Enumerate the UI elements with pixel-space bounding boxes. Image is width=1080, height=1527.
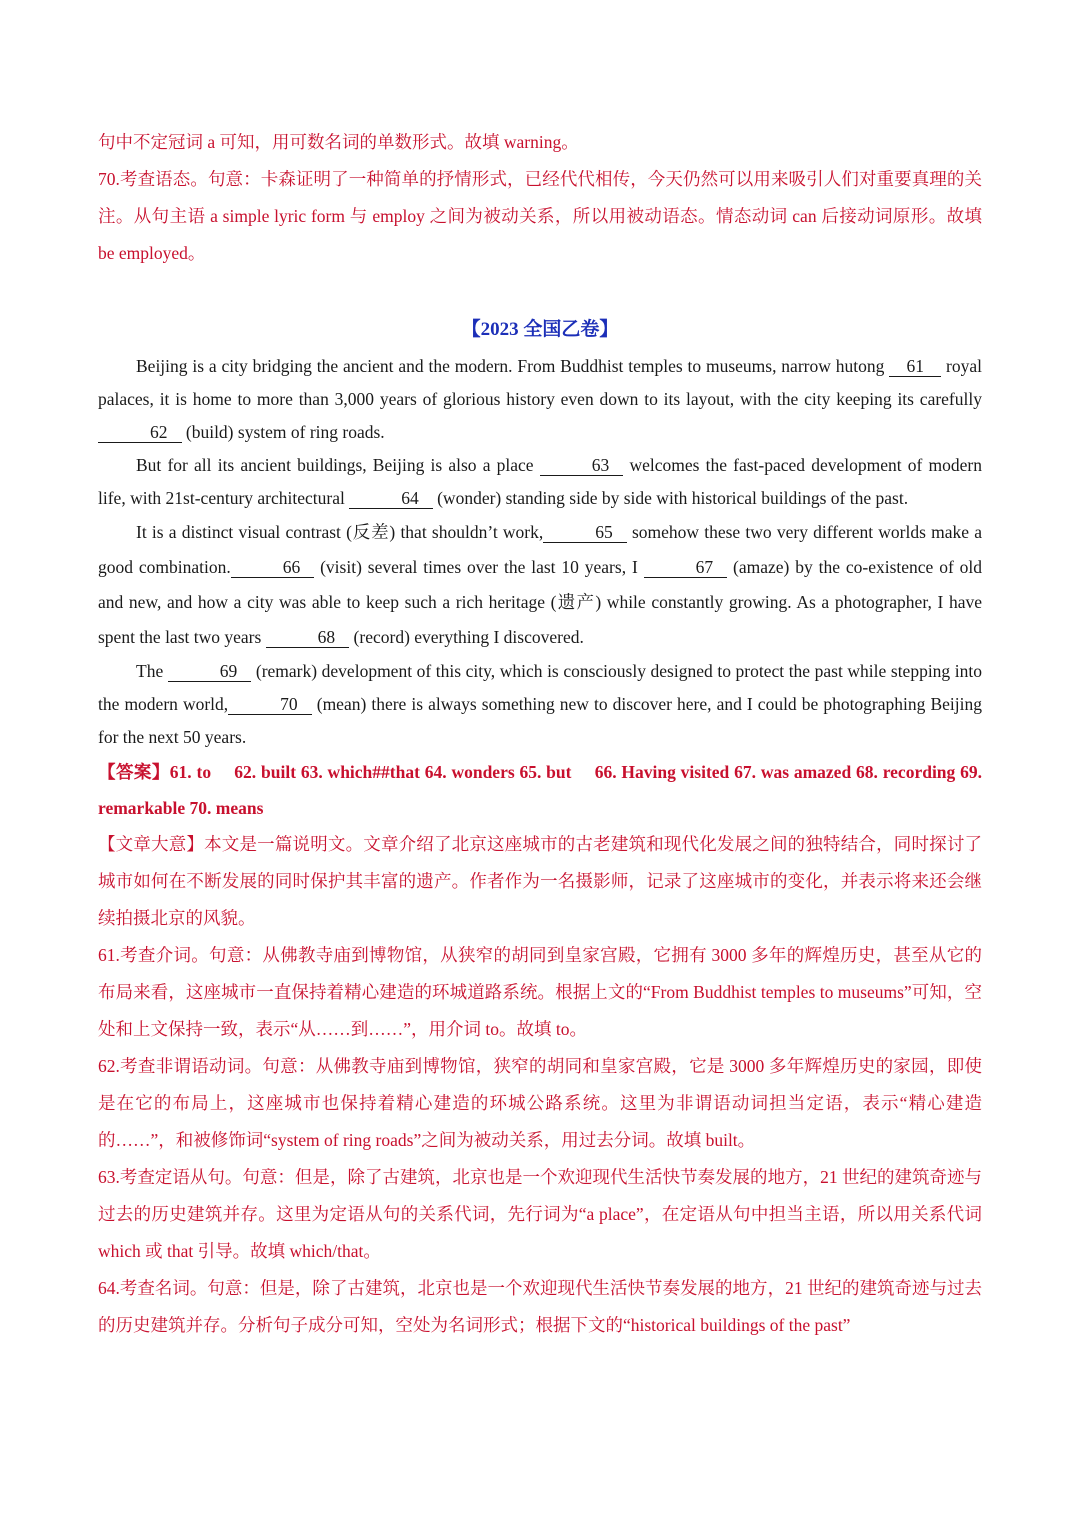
document-page (98, 124, 982, 1344)
blank-64: 64 (349, 488, 433, 509)
passage-text: It is a distinct visual contrast (反差) that shouldn’t work, (136, 522, 544, 542)
blank-69: 69 (168, 661, 252, 682)
explanations (98, 937, 982, 1344)
passage-paragraph-2 (98, 449, 982, 515)
passage-paragraph-4 (98, 655, 982, 754)
passage-text: (visit) several times over the last 10 years, I (314, 557, 644, 577)
explanation-69-tail: 句中不定冠词 a 可知，用可数名词的单数形式。故填 warning。 (98, 132, 579, 152)
blank-67: 67 (644, 557, 728, 578)
passage-text: somehow these two very different worlds make a good combination. (98, 522, 983, 577)
passage-text: (record) everything I discovered. (349, 627, 584, 647)
article-summary: 【文章大意】本文是一篇说明文。文章介绍了北京这座城市的古老建筑和现代化发展之间的独特结合，同时探讨了城市如何在不断发展的同时保护其丰富的遗产。作者作为一名摄影师，记录了这座城市的变化，并表示将来还会继续拍摄北京的风貌。 (98, 834, 982, 928)
explanation-63: 63.考查定语从句。句意：但是，除了古建筑，北京也是一个欢迎现代生活快节奏发展的地方，21 世纪的建筑奇迹与过去的历史建筑并存。这里为定语从句的关系代词，先行词为“a place”，在定语从句中担当主语，所以用关系代词 which 或 that 引导。故填 which/that。 (98, 1167, 982, 1261)
explanation-62: 62.考查非谓语动词。句意：从佛教寺庙到博物馆，狭窄的胡同和皇家宫殿，它是 3000 多年辉煌历史的家园，即使是在它的布局上，这座城市也保持着精心建造的环城公路系统。这里为非谓语动词担当定语，表示“精心建造的……”，和被修饰词“system of ring roads”之间为被动关系，用过去分词。故填 built。 (98, 1056, 982, 1150)
passage-text: (amaze) by the co-existence of old and new, and how a city was able to keep such a rich heritage (遗产) while constantly growing. As a photographer, I have spent the last two years (98, 557, 983, 647)
passage-text: Beijing is a city bridging the ancient and the modern. From Buddhist temples to museums, narrow hutong (136, 356, 890, 376)
passage-paragraph-3 (98, 515, 982, 655)
blank-68: 68 (266, 627, 350, 648)
section-heading (98, 312, 982, 348)
passage-text: welcomes the fast-paced development of modern life, with 21st-century architectural (98, 455, 982, 508)
passage-text: The (136, 661, 168, 681)
passage-text: (mean) there is always something new to discover here, and I could be photographing Beijing for the next 50 years. (98, 694, 982, 747)
blank-66: 66 (231, 557, 315, 578)
exam-title: 【2023 全国乙卷】 (461, 319, 619, 340)
explanation-64: 64.考查名词。句意：但是，除了古建筑，北京也是一个欢迎现代生活快节奏发展的地方，21 世纪的建筑奇迹与过去的历史建筑并存。分析句子成分可知，空处为名词形式；根据下文的“historical buildings of the past” (98, 1278, 982, 1335)
blank-70: 70 (228, 694, 312, 715)
explanation-70: 70.考查语态。句意：卡森证明了一种简单的抒情形式，已经代代相传，今天仍然可以用来吸引人们对重要真理的关注。从句主语 a simple lyric form 与 employ 之间为被动关系，所以用被动语态。情态动词 can 后接动词原形。故填 be employed。 (98, 169, 982, 263)
passage-text: (wonder) standing side by side with historical buildings of the past. (432, 488, 909, 508)
blank-62: 62 (98, 422, 182, 443)
passage-text: (remark) development of this city, which is consciously designed to protect the past while stepping into the modern world, (98, 661, 982, 714)
explanation-61: 61.考查介词。句意：从佛教寺庙到博物馆，从狭窄的胡同到皇家宫殿，它拥有 3000 多年的辉煌历史，甚至从它的布局来看，这座城市一直保持着精心建造的环城道路系统。根据上文的“From Buddhist temples to museums”可知，空处和上文保持一致，表示“从……到……”，用介词 to。故填 to。 (98, 945, 982, 1039)
blank-65: 65 (543, 522, 627, 543)
passage-paragraph-1 (98, 350, 982, 449)
blank-61: 61 (889, 356, 941, 377)
passage-text: (build) system of ring roads. (181, 422, 385, 442)
answer-key: 【答案】61. to 62. built 63. which##that 64. wonders 65. but 66. Having visited 67. was amazed 68. recording 69. remarkable 70. means (98, 762, 982, 818)
blank-63: 63 (540, 455, 624, 476)
prev-explanation-tail (98, 124, 982, 272)
passage-text: But for all its ancient buildings, Beijing is also a place (136, 455, 540, 475)
passage-text: royal palaces, it is home to more than 3,000 years of glorious history even down to its layout, with the city keeping its carefully (98, 356, 982, 409)
reading-passage (98, 350, 982, 754)
